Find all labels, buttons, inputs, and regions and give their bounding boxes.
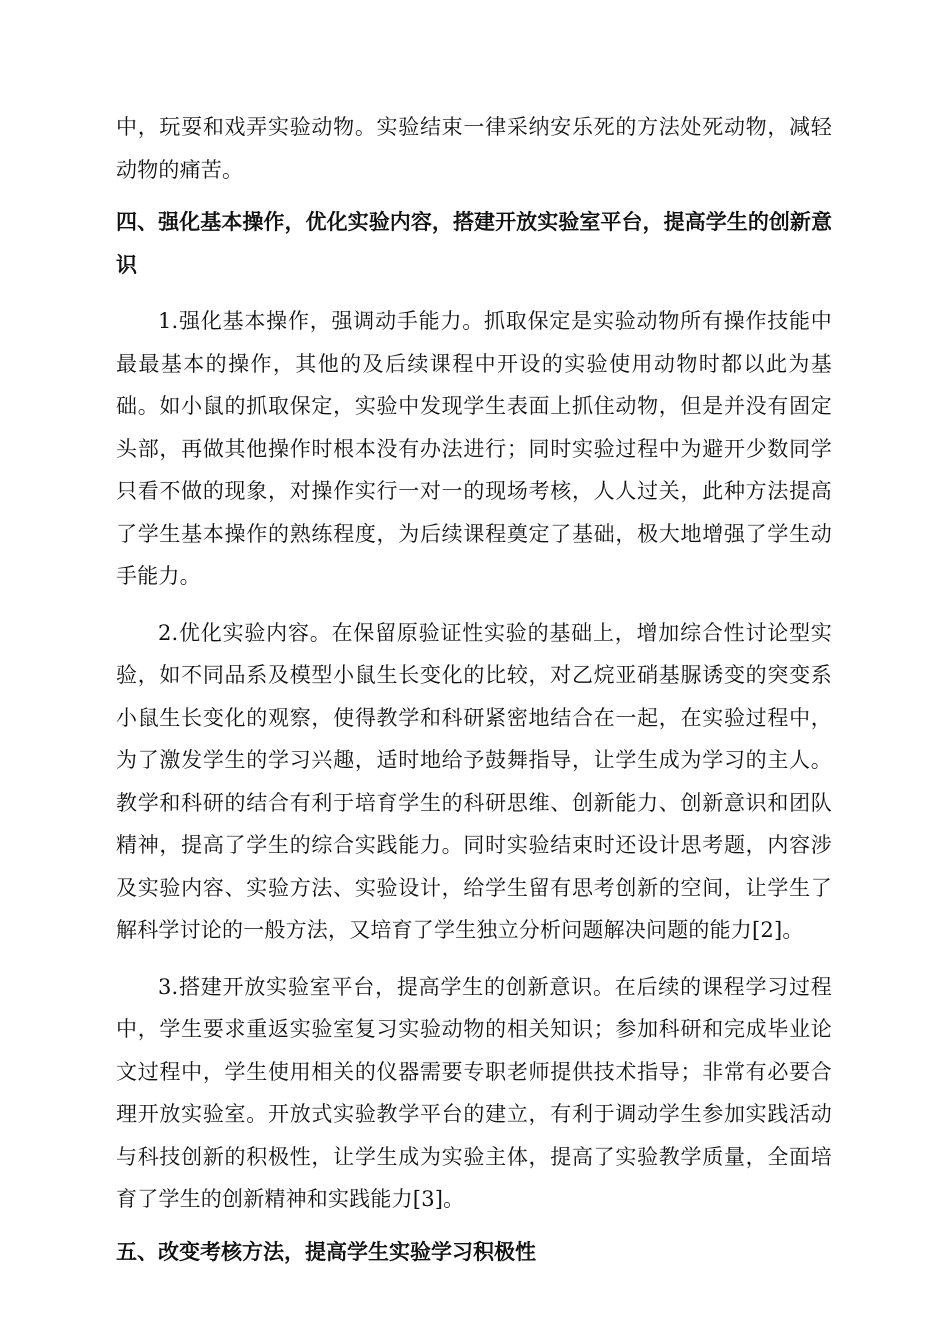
document-page [116, 106, 832, 1273]
paragraph-item-3: 3.搭建开放实验室平台，提高学生的创新意识。在后续的课程学习过程中，学生要求重返实验室复习实验动物的相关知识；参加科研和完成毕业论文过程中，学生使用相关的仪器需要专职老师提供技术指导；非常有必要合理开放实验室。开放式实验教学平台的建立，有利于调动学生参加实践活动与科技创新的积极性，让学生成为实验主体，提高了实验教学质量，全面培育了学生的创新精神和实践能力[3]。 [116, 974, 832, 1211]
section-heading-4: 四、强化基本操作，优化实验内容，搭建开放实验室平台，提高学生的创新意识 [116, 210, 832, 277]
paragraph-continuation: 中，玩耍和戏弄实验动物。实验结束一律采纳安乐死的方法处死动物，减轻动物的痛苦。 [116, 115, 832, 182]
paragraph-item-2: 2.优化实验内容。在保留原验证性实验的基础上，增加综合性讨论型实验，如不同品系及模型小鼠生长变化的比较，对乙烷亚硝基脲诱变的突变系小鼠生长变化的观察，使得教学和科研紧密地结合在一起，在实验过程中，为了激发学生的学习兴趣，适时地给予鼓舞指导，让学生成为学习的主人。教学和科研的结合有利于培育学生的科研思维、创新能力、创新意识和团队精神，提高了学生的综合实践能力。同时实验结束时还设计思考题，内容涉及实验内容、实验方法、实验设计，给学生留有思考创新的空间，让学生了解科学讨论的一般方法，又培育了学生独立分析问题解决问题的能力[2]。 [116, 620, 832, 942]
paragraph-item-1: 1.强化基本操作，强调动手能力。抓取保定是实验动物所有操作技能中最最基本的操作，其他的及后续课程中开设的实验使用动物时都以此为基础。如小鼠的抓取保定，实验中发现学生表面上抓住动物，但是并没有固定头部，再做其他操作时根本没有办法进行；同时实验过程中为避开少数同学只看不做的现象，对操作实行一对一的现场考核，人人过关，此种方法提高了学生基本操作的熟练程度，为后续课程奠定了基础，极大地增强了学生动手能力。 [116, 309, 832, 588]
section-heading-5: 五、改变考核方法，提高学生实验学习积极性 [116, 1239, 536, 1264]
